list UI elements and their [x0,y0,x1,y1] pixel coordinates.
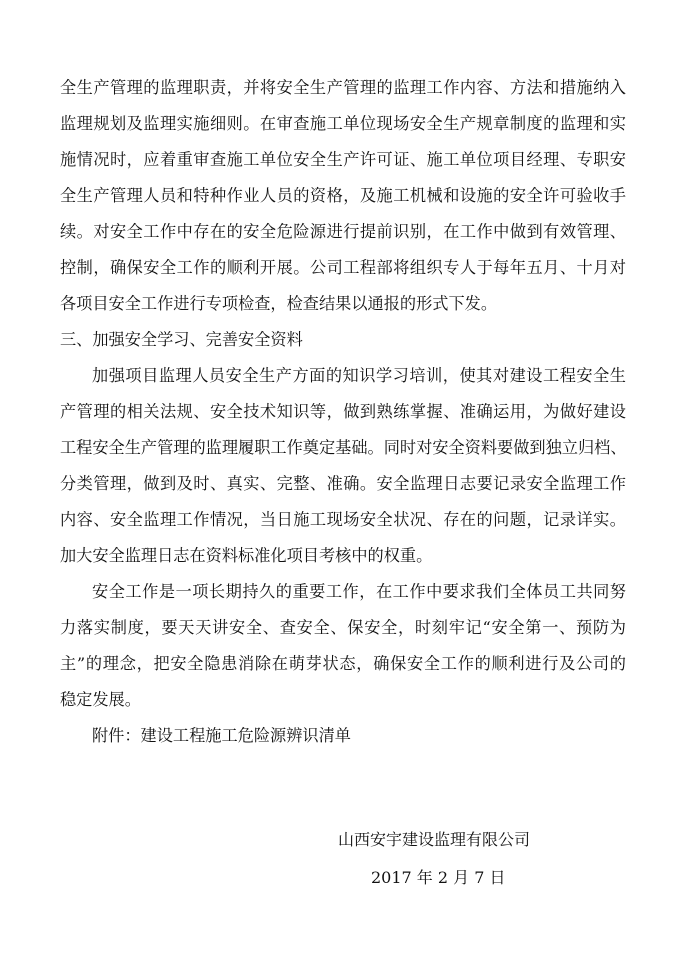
paragraph-2-line: 内容、安全监理工作情况，当日施工现场安全状况、存在的问题，记录详实。 [60,510,626,529]
paragraph-2-line: 分类管理，做到及时、真实、完整、准确。安全监理日志要记录安全监理工作 [60,474,626,493]
paragraph-3-line: 安全工作是一项长期持久的重要工作，在工作中要求我们全体员工共同努 [92,582,626,601]
paragraph-1-line: 全生产管理的监理职责，并将安全生产管理的监理工作内容、方法和措施纳入 [60,78,626,97]
paragraph-1-line: 各项目安全工作进行专项检查，检查结果以通报的形式下发。 [60,294,498,313]
attachment-note: 附件：建设工程施工危险源辨识清单 [92,726,351,745]
paragraph-1-line: 续。对安全工作中存在的安全危险源进行提前识别，在工作中做到有效管理、 [60,222,626,241]
paragraph-3-line: 稳定发展。 [60,690,141,709]
paragraph-1-line: 控制，确保安全工作的顺利开展。公司工程部将组织专人于每年五月、十月对 [60,258,626,277]
paragraph-2-line: 加大安全监理日志在资料标准化项目考核中的权重。 [60,546,433,565]
body-text [60,70,626,754]
paragraph-2-line: 工程安全生产管理的监理履职工作奠定基础。同时对安全资料要做到独立归档、 [60,438,627,457]
signature-date: 2017 年 2 月 7 日 [371,868,506,887]
paragraph-1-line: 监理规划及监理实施细则。在审查施工单位现场安全生产规章制度的监理和实 [60,114,626,133]
paragraph-1-line: 全生产管理人员和特种作业人员的资格，及施工机械和设施的安全许可验收手 [60,186,626,205]
section-heading: 三、加强安全学习、完善安全资料 [60,330,303,349]
paragraph-2-line: 产管理的相关法规、安全技术知识等，做到熟练掌握、准确运用，为做好建设 [60,402,626,421]
signature-company: 山西安宇建设监理有限公司 [338,830,531,849]
paragraph-2-line: 加强项目监理人员安全生产方面的知识学习培训，使其对建设工程安全生 [92,366,626,385]
paragraph-1-line: 施情况时，应着重审查施工单位安全生产许可证、施工单位项目经理、专职安 [60,150,626,169]
paragraph-3-line: 力落实制度，要天天讲安全、查安全、保安全，时刻牢记“安全第一、预防为 [60,618,626,637]
paragraph-3-line: 主”的理念，把安全隐患消除在萌芽状态，确保安全工作的顺利进行及公司的 [60,654,626,673]
